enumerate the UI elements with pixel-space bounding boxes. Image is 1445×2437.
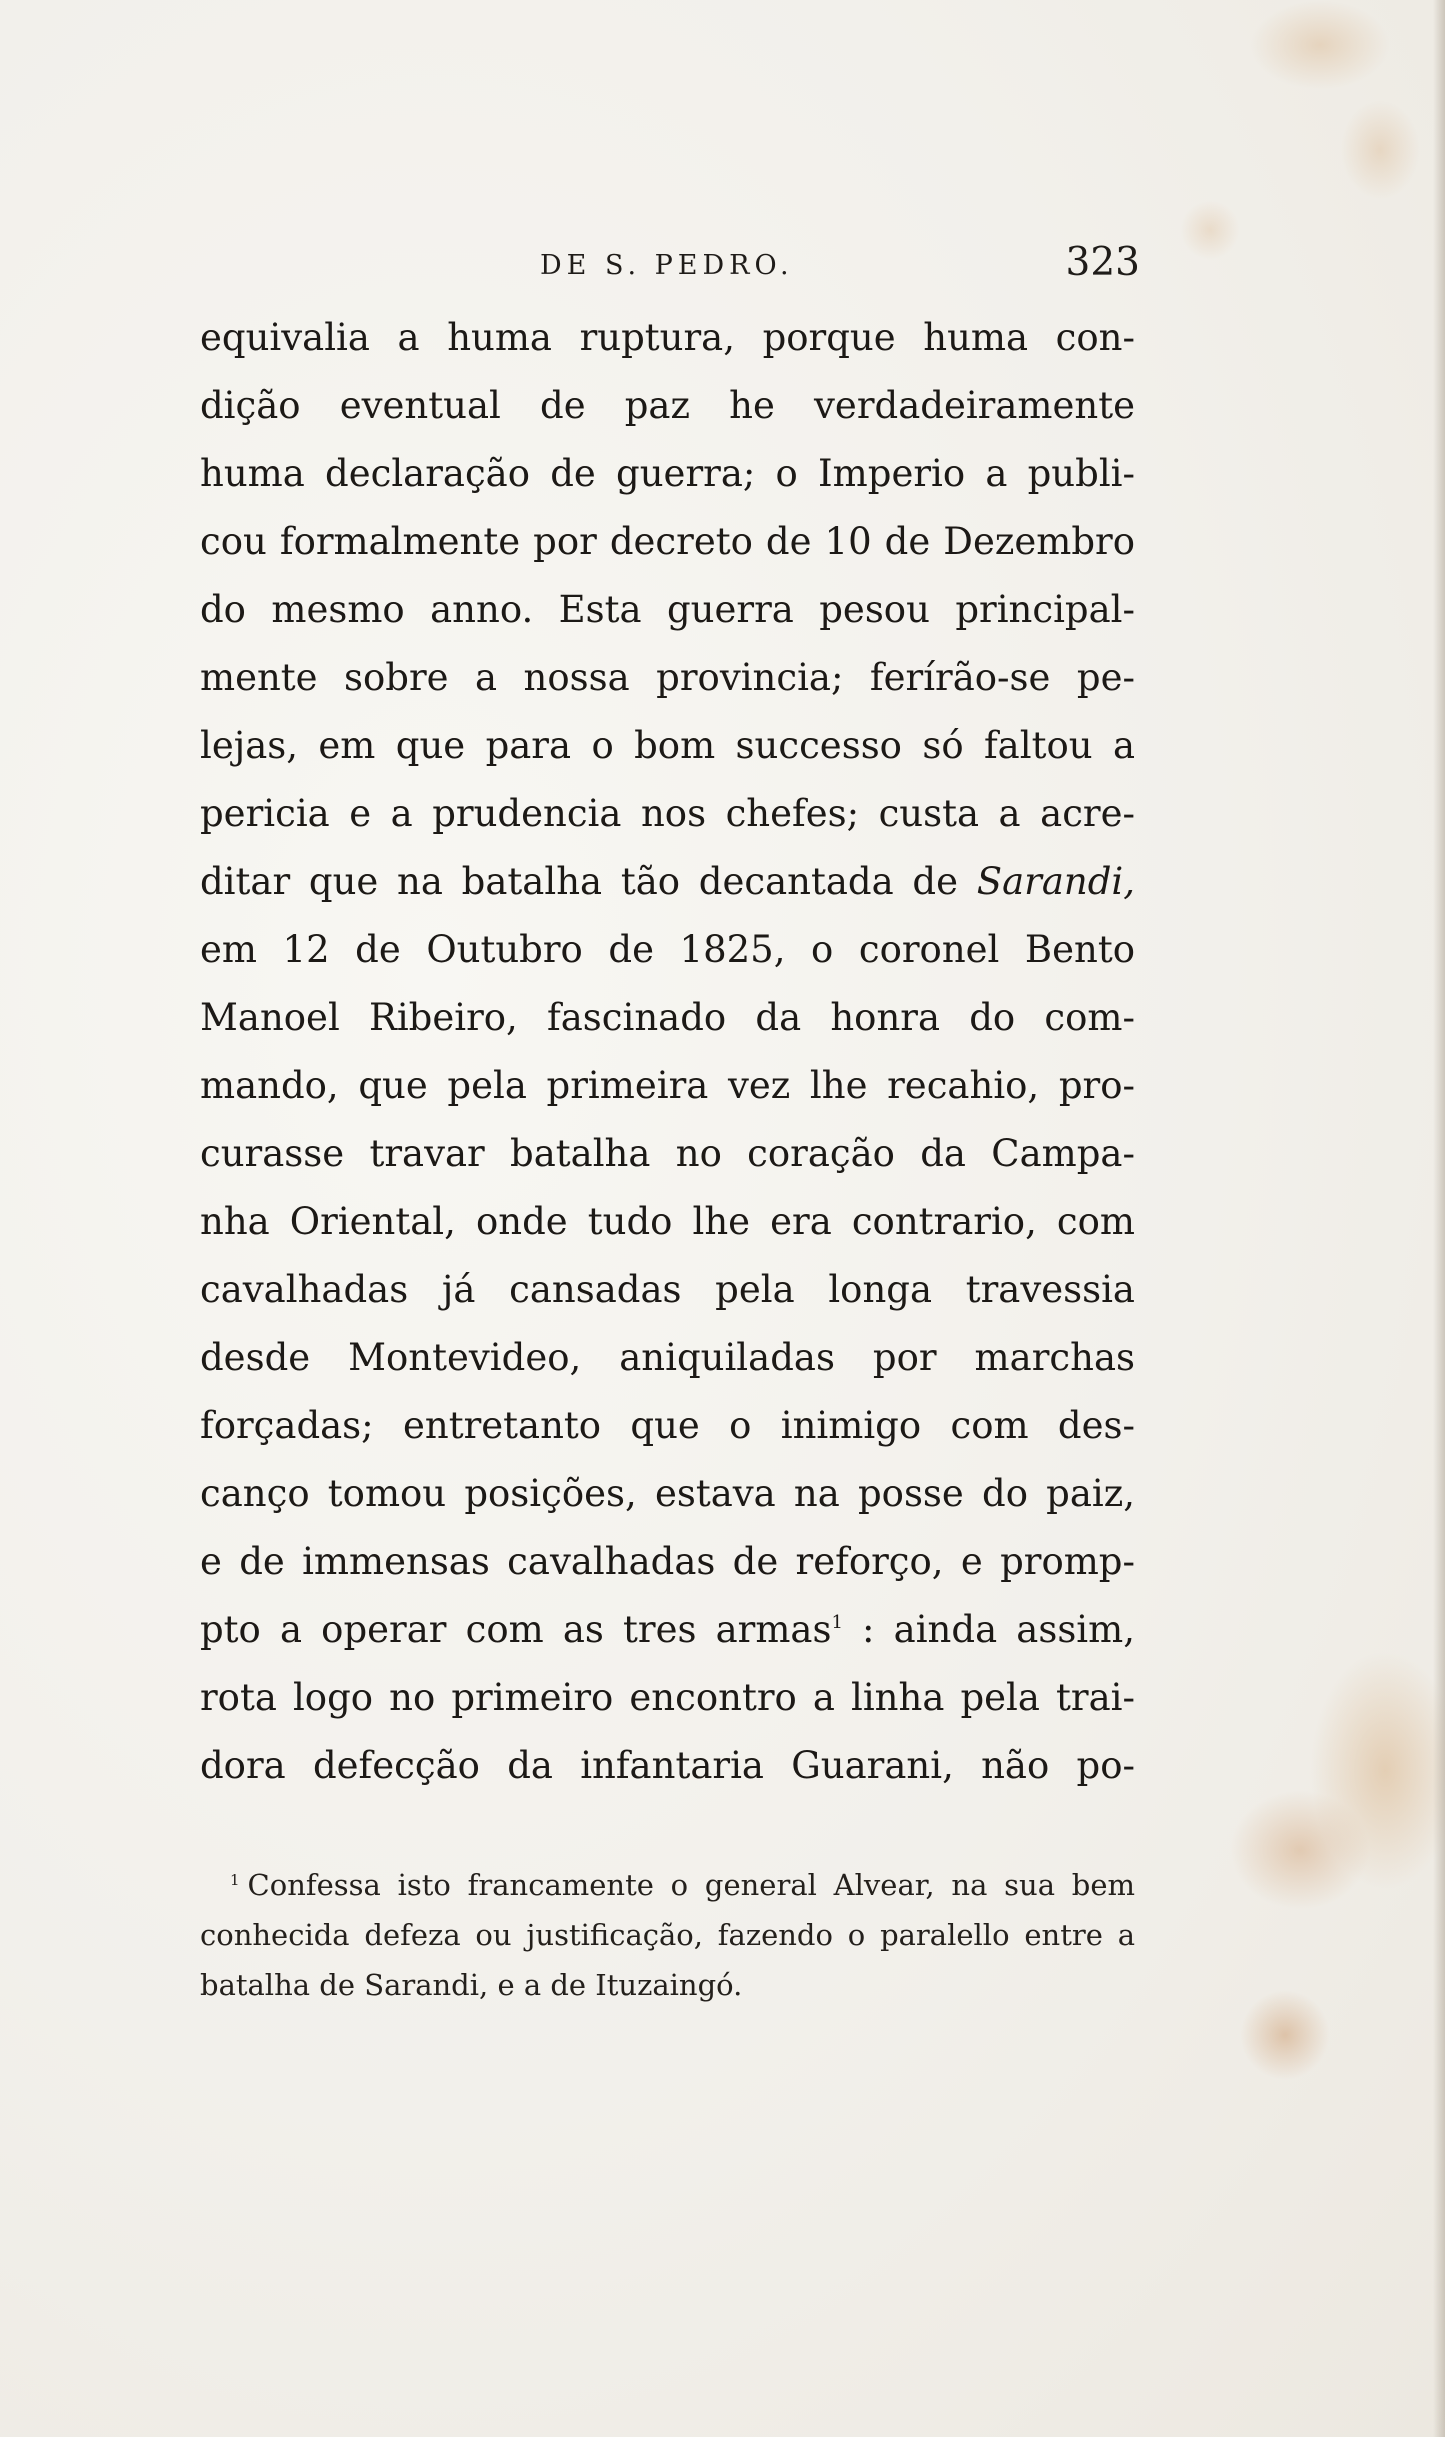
running-title: DE S. PEDRO. [540,250,794,281]
footnote [200,1860,1135,2010]
text-line: equivalia a huma ruptura, porque huma con- [200,316,1135,359]
footnote-line: batalha de Sarandi, e a de Ituzaingó. [200,1968,743,2002]
foxing-stain [1180,200,1240,260]
footnote-text: Confessa isto francamente o general Alvear, na sua bem [247,1868,1135,1902]
foxing-stain [1340,100,1420,200]
page-edge-shadow [1433,0,1445,2437]
text-line: em 12 de Outubro de 1825, o coronel Bento [200,928,1135,971]
running-head [200,240,1140,290]
text-line: dição eventual de paz he verdadeiramente [200,384,1135,427]
text-line: nha Oriental, onde tudo lhe era contrario, com [200,1200,1135,1243]
text-line: rota logo no primeiro encontro a linha pela trai- [200,1676,1135,1719]
page-number: 323 [1065,240,1140,285]
text-segment: pto a operar com as tres armas [200,1608,832,1651]
footnote-reference: 1 [831,1612,843,1633]
foxing-stain [1250,0,1390,90]
italic-place-name: Sarandi, [976,860,1135,903]
text-line: Manoel Ribeiro, fascinado da honra do com- [200,996,1135,1039]
foxing-stain [1310,1650,1445,1890]
text-line: curasse travar batalha no coração da Campa- [200,1132,1135,1175]
body-text [200,304,1135,1800]
text-line: mando, que pela primeira vez lhe recahio, pro- [200,1064,1135,1107]
footnote-mark: 1 [230,1871,240,1889]
text-segment: ditar que na batalha tão decantada de [200,860,977,903]
text-segment: : ainda assim, [842,1608,1135,1651]
text-line: e de immensas cavalhadas de reforço, e promp- [200,1540,1135,1583]
text-line: huma declaração de guerra; o Imperio a publi- [200,452,1135,495]
text-line: dora defecção da infantaria Guarani, não po- [200,1744,1135,1787]
footnote-line [200,1860,1135,1910]
text-line: mente sobre a nossa provincia; ferírão-se pe- [200,656,1135,699]
footnote-line: conhecida defeza ou justificação, fazendo o paralello entre a [200,1918,1135,1952]
text-line: cou formalmente por decreto de 10 de Dezembro [200,520,1135,563]
text-line: forçadas; entretanto que o inimigo com des- [200,1404,1135,1447]
text-line: lejas, em que para o bom successo só faltou a [200,724,1135,767]
text-line [200,848,1135,916]
text-line: pericia e a prudencia nos chefes; custa a acre- [200,792,1135,835]
text-line: desde Montevideo, aniquiladas por marchas [200,1336,1135,1379]
text-line: cavalhadas já cansadas pela longa travessia [200,1268,1135,1311]
foxing-stain [1230,1790,1370,1910]
text-line: do mesmo anno. Esta guerra pesou principal- [200,588,1135,631]
text-line [200,1596,1135,1664]
foxing-stain [1240,1990,1330,2080]
text-line: canço tomou posições, estava na posse do paiz, [200,1472,1135,1515]
